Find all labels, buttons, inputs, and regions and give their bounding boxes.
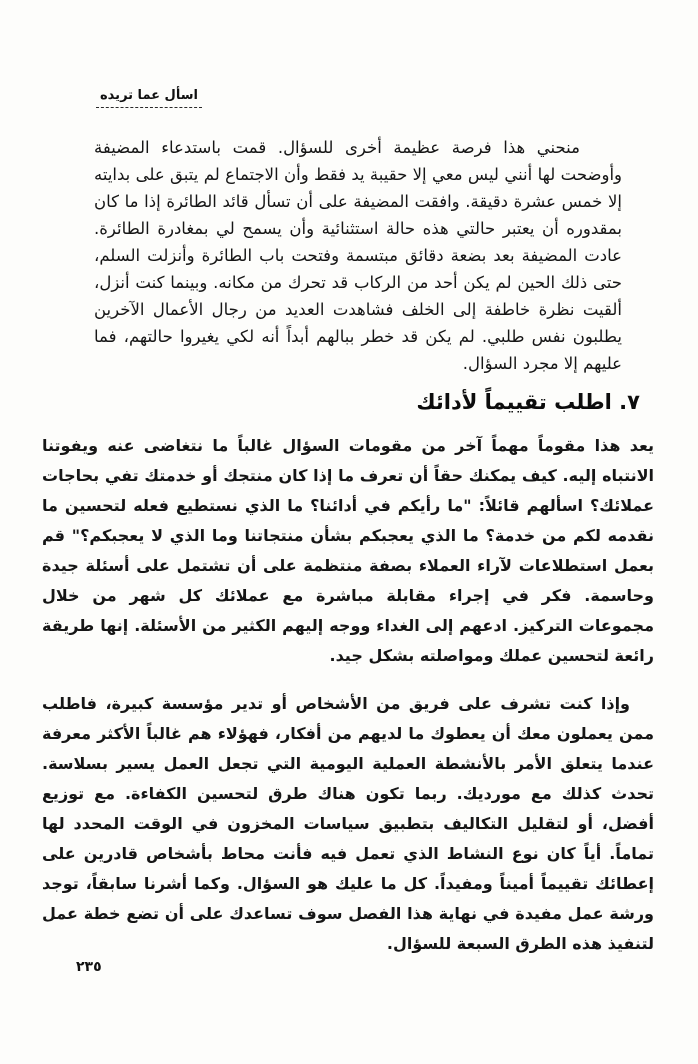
running-header [96, 84, 202, 108]
section-heading: ٧. اطلب تقييماً لأدائك [416, 390, 640, 414]
body-paragraph-1: يعد هذا مقوماً مهماً آخر من مقومات السؤال غالباً ما نتغاضى عنه ويفوتنا الانتباه إليه. كيف يمكنك حقاً أن تعرف ما إذا كان منتجك أو خدمتك تفي بحاجات عملائك؟ اسألهم قائلاً: "ما رأيكم في أدائنا؟ ما الذي نستطيع فعله لتحسين ما نقدمه لكم من خدمة؟ ما الذي يعجبكم بشأن منتجاتنا وما الذي لا يعجبكم؟" قم بعمل استطلاعات لآراء العملاء بصفة منتظمة على أن تشتمل على أسئلة جيدة وحاسمة. فكر في إجراء مقابلة مباشرة مع عملائك كل شهر من خلال مجموعات التركيز. ادعهم إلى الغداء ووجه إليهم الكثير من الأسئلة. إنها طريقة رائعة لتحسين عملك ومواصلته بشكل جيد. [42, 436, 654, 665]
body-paragraph-2: وإذا كنت تشرف على فريق من الأشخاص أو تدير مؤسسة كبيرة، فاطلب ممن يعملون معك أن يعطوك ما لديهم من أفكار، فهؤلاء هم غالباً الأكثر معرفة عندما يتعلق الأمر بالأنشطة العملية اليومية التي تجعل العمل يسير بسلاسة. تحدث كذلك مع مورديك. ربما تكون هناك طرق لتحسين الكفاءة. مع توزيع أفضل، أو لتقليل التكاليف بتطبيق سياسات المخزون في الوقت المحدد لها تماماً. أياً كان نوع النشاط الذي تعمل فيه فأنت محاط بأشخاص قادرين على إعطائك تقييماً أميناً ومفيداً. كل ما عليك هو السؤال. وكما أشرنا سابقاً، توجد ورشة عمل مفيدة في نهاية هذا الفصل سوف تساعدك على أن تضع خطة عمل لتنفيذ هذه الطرق السبعة للسؤال. [42, 694, 654, 953]
running-header-title: اسأل عما تريده [96, 88, 202, 108]
page-number: ٢٣٥ [76, 959, 102, 975]
story-paragraph: منحني هذا فرصة عظيمة أخرى للسؤال. قمت باستدعاء المضيفة وأوضحت لها أنني ليس معي إلا حقيبة يد فقط وأن الاجتماع لم يتبق على بدايته إلا خمس عشرة دقيقة. وافقت المضيفة على أن تسأل قائد الطائرة إذا ما كان بمقدوره أن يعتبر حالتي هذه حالة استثنائية وأن يسمح لي بمغادرة الطائرة. عادت المضيفة بعد بضعة دقائق مبتسمة وفتحت باب الطائرة وأنزلت السلم، حتى ذلك الحين لم يكن أحد من الركاب قد تحرك من مكانه. وبينما كنت أنزل، ألقيت نظرة خاطفة إلى الخلف فشاهدت العديد من رجال الأعمال الآخرين يطلبون نفس طلبي. لم يكن قد خطر ببالهم أبداً أنه لكي يغيروا حالتهم، فما عليهم إلا مجرد السؤال. [94, 138, 622, 373]
